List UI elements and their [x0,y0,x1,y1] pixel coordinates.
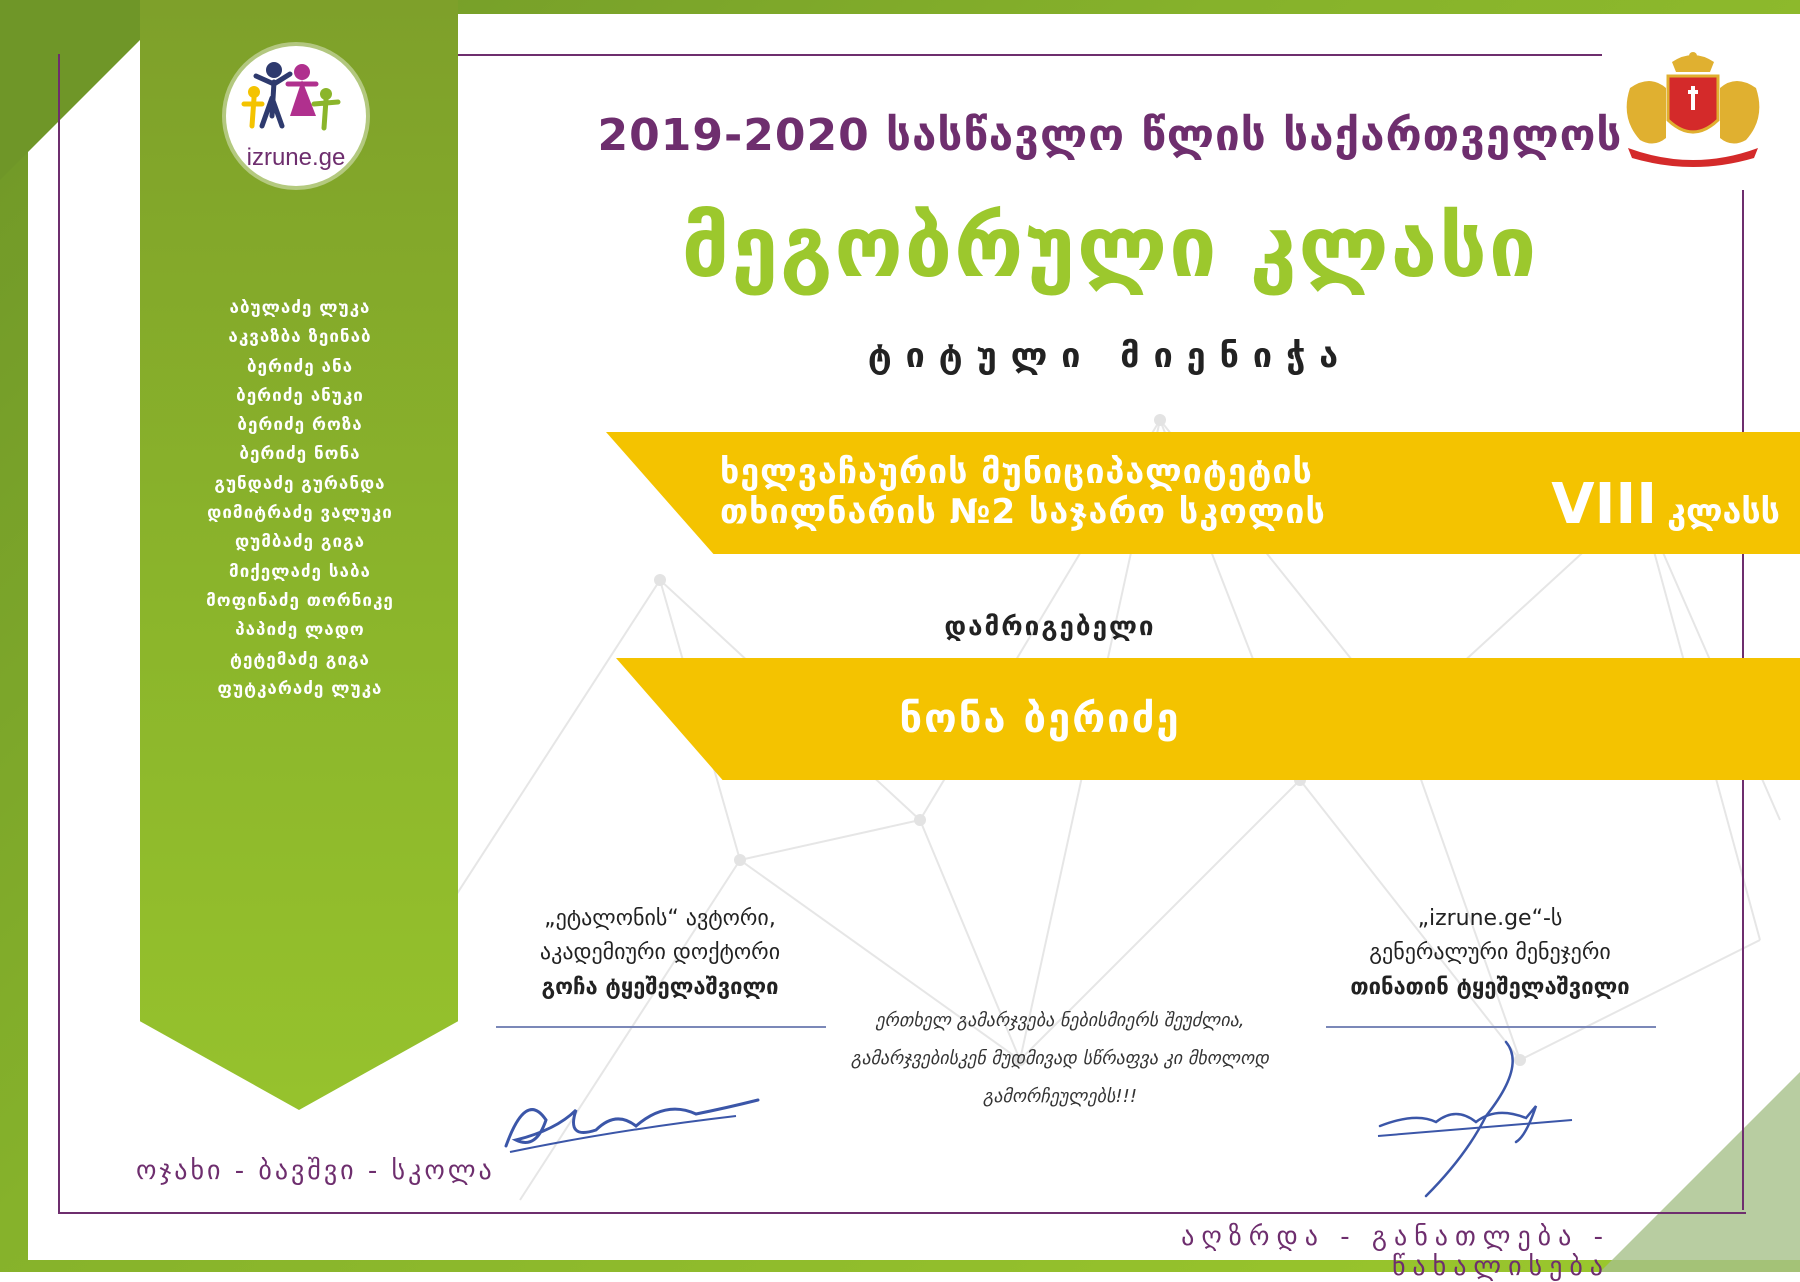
handwritten-signature-right [1376,1036,1576,1206]
school-line-2: თხილნარის №2 საჯარო სკოლის [720,492,1326,532]
signatory-right-line-1: „izrune.ge“-ს [1417,906,1563,931]
signatory-right-line-2: გენერალური მენეჯერი [1369,940,1611,965]
signature-rule-left [496,1026,826,1028]
footer-slogan-right: აღზრდა - განათლება - წახალისება [1181,1222,1610,1282]
student-name: დიმიტრაძე ვალუკი [207,503,393,524]
student-name: აკვაზბა ზეინაბ [228,327,372,348]
main-title: მეგობრული კლასი [681,198,1539,296]
motto-line-2: გამარჯვებისკენ მუდმივად სწრაფვა კი მხოლოდ გამორჩეულებს!!! [851,1048,1269,1107]
class-word: კლასს [1667,492,1780,532]
student-name: ბერიძე როზა [237,415,363,436]
student-name: ტეტემაძე გიგა [230,649,370,670]
student-name: დუმბაძე გიგა [234,532,366,553]
frame-top-rule [452,54,1602,56]
signatory-right-name: თინათინ ტყეშელაშვილი [1350,975,1630,1000]
logo-text: izrune.ge [246,144,346,171]
signatory-left-line-1: „ეტალონის“ ავტორი, [544,906,776,931]
awardee-label: დამრიგებელი [944,612,1156,642]
student-name: პაპიძე ლადო [235,620,365,641]
school-name [720,452,1440,532]
signatory-left [490,902,830,1006]
family-logo-icon [226,46,366,156]
student-name: ბერიძე ანუკი [236,385,364,406]
student-name: მიქელაძე საბა [229,561,371,582]
student-name: გუნდაძე გურანდა [214,473,386,494]
award-subtitle: ტიტული მიენიჭა [867,336,1353,376]
student-name: ბერიძე ანა [246,356,354,377]
awardee-name: ნონა ბერიძე [899,696,1181,742]
student-name: ბერიძე ნონა [239,444,361,465]
izrune-logo [226,46,366,186]
student-name: აბულაძე ლუკა [229,298,371,318]
school-line-1: ხელვაჩაურის მუნიციპალიტეტის [720,452,1313,492]
motto-line-1: ერთხელ გამარჯვება ნებისმიერს შეუძლია, [875,1010,1245,1031]
student-name: მოფინაძე თორნიკე [206,590,394,611]
handwritten-signature-left [496,1070,766,1160]
header-title: 2019-2020 სასწავლო წლის საქართველოს [597,110,1623,161]
signatory-left-name: გოჩა ტყეშელაშვილი [541,975,779,1000]
motto [780,1002,1340,1116]
class-label [1480,472,1780,537]
footer-slogan-left: ოჯახი - ბავშვი - სკოლა [136,1156,495,1186]
signature-rule-right [1326,1026,1656,1028]
class-number: VIII [1551,472,1658,537]
student-list [150,294,450,704]
signatory-left-line-2: აკადემიური დოქტორი [539,940,781,965]
signatory-right [1320,902,1660,1006]
student-name: ფუტკარაძე ლუკა [217,678,383,699]
